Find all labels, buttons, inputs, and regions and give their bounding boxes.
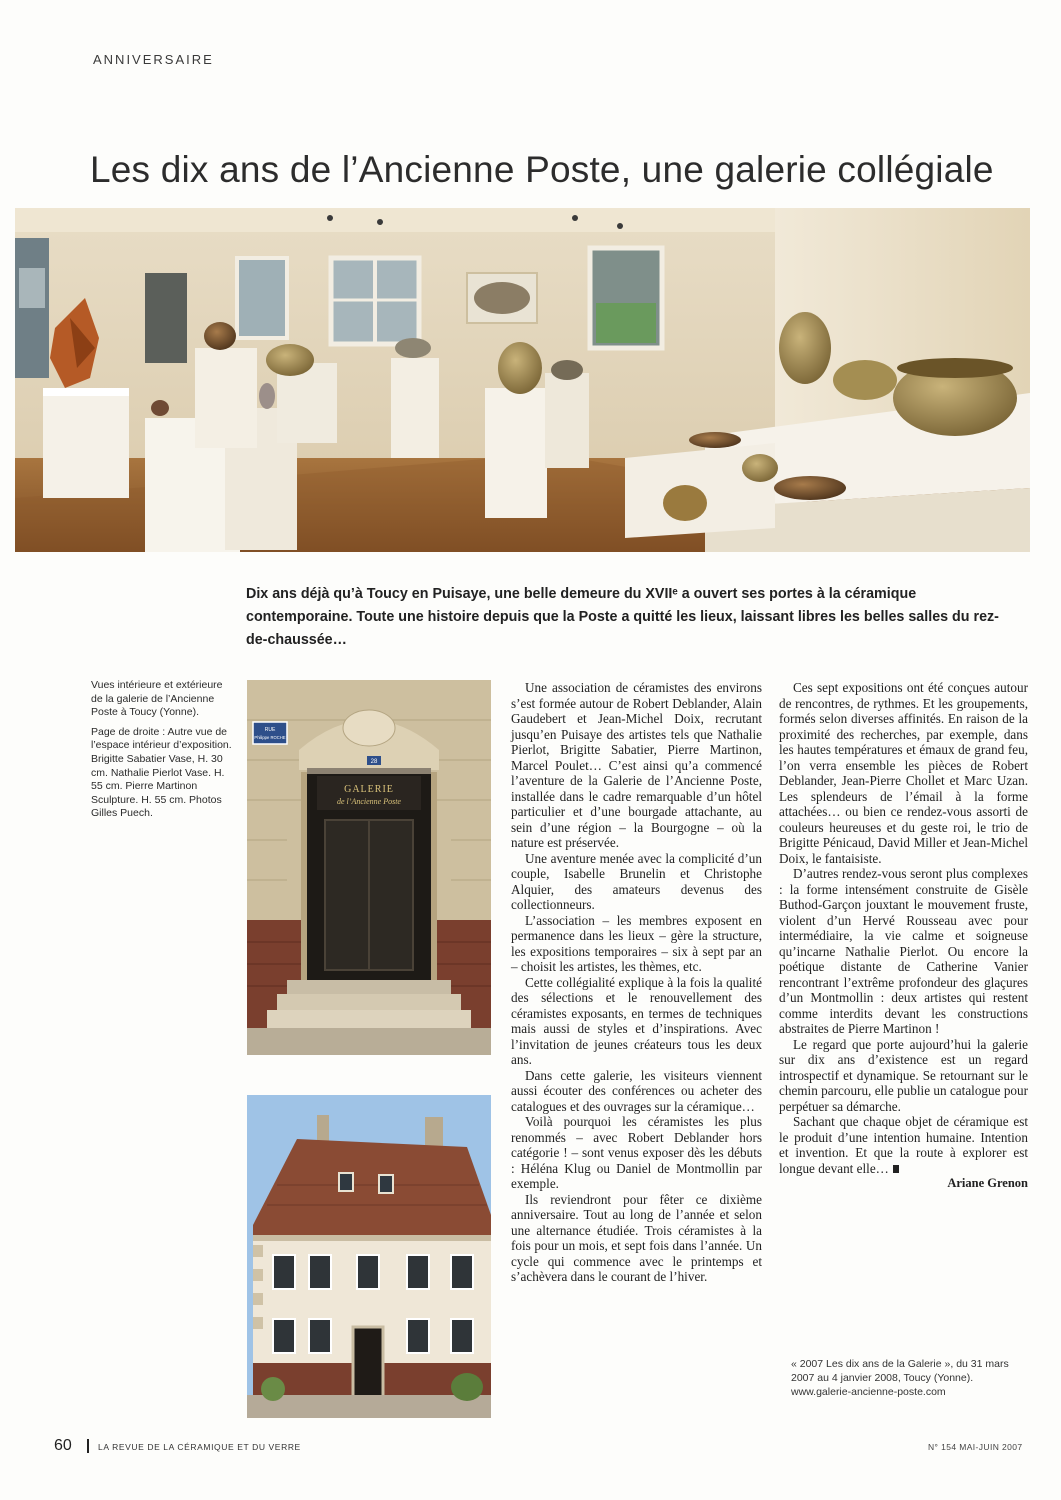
paragraph: Ces sept expositions ont été conçues autour de rencontres, de rythmes. Et les groupements, formés selon diverses affinités. En raison de la proximité des recherches, par exemple, dans les hautes températures et émaux de grand feu, l’on verra ensemble les pièces de Robert Deblander, Jean-Pierre Chollet et Marc Uzan. Les splendeurs de l’émail à la forme attachées… ou bien ce rendez-vous assorti de couleurs heureuses et du geste roi, le trio de Brigitte Pénicaud, David Miller et Jean-Michel Doix, le fantaisiste. [779, 680, 1028, 866]
end-mark-icon [893, 1165, 899, 1173]
paragraph: L’association – les membres exposent en permanence dans les lieux – gère la structure, les expositions temporaires – six à sept par an – choisit les artistes, les thèmes, etc. [511, 912, 762, 974]
caption-paragraph: Vues intérieure et extérieure de la galerie de l’Ancienne Poste à Toucy (Yonne). [91, 679, 223, 719]
street-sign-line-2: Philippe ROCHE [254, 735, 286, 740]
final-paragraph-text: Sachant que chaque objet de céramique est le produit d’une intention humaine. Intention et invention. Et que la route à explorer est longue devant elle… [779, 1114, 1028, 1176]
article-title: Les dix ans de l’Ancienne Poste, une galerie collégiale [90, 148, 994, 190]
gallery-door-photo [247, 680, 491, 1055]
door-sign-subtitle: de l’Ancienne Poste [337, 797, 401, 806]
door-sign-title: GALERIE [344, 784, 394, 795]
author-signature: Ariane Grenon [947, 1176, 1028, 1190]
paragraph: Le regard que porte aujourd’hui la galerie sur dix ans d’existence est un regard introspectif et dynamique. Se retournant sur le chemin parcouru, elle publie un catalogue pour perpétuer sa démarche. [779, 1036, 1028, 1114]
photo-caption [91, 679, 236, 827]
paragraph [779, 1114, 1028, 1176]
caption-paragraph: Page de droite : Autre vue de l’espace intérieur d’exposition. Brigitte Sabatier Vase, H. 30 cm. Nathalie Pierlot Vase. H. 55 cm. Pierre Martinon Sculpture. H. 55 cm. Photos Gilles Puech. [91, 725, 232, 820]
exhibition-info: « 2007 Les dix ans de la Galerie », du 31 mars 2007 au 4 janvier 2008, Toucy (Yonne). www.galerie-ancienne-poste.com [791, 1358, 1009, 1399]
footer-divider [87, 1439, 89, 1453]
article-lead: Dix ans déjà qu’à Toucy en Puisaye, une belle demeure du XVIIᵉ a ouvert ses portes à la céramique contemporaine. Toute une histoire depuis que la Poste a quitté les lieux, laissant libres les belles salles du rez-de-chaussée… [246, 586, 999, 648]
paragraph: Ils reviendront pour fêter ce dixième anniversaire. Tout au long de l’année et selon une alternance étudiée. Trois céramistes à la fois pour un mois, et sept fois dans l’année. Un cycle qui commence avec le printemps et s’achèvera dans le courant de l’hiver. [511, 1191, 762, 1284]
paragraph: Une aventure menée avec la complicité d’un couple, Isabelle Brunelin et Christophe Alquier, des amateurs devenus des collectionneurs. [511, 850, 762, 912]
page-number: 60 [54, 1437, 72, 1454]
paragraph: Cette collégialité explique à la fois la qualité des sélections et le renouvellement des céramistes exposants, en termes de techniques mais aussi de styles et d’inspirations. Avec l’invitation de jeunes créateurs tous les deux ans. [511, 974, 762, 1067]
house-number: 28 [370, 759, 378, 765]
paragraph: Dans cette galerie, les visiteurs viennent aussi écouter des conférences ou acheter des catalogues et des ouvrages sur la céramique… [511, 1067, 762, 1114]
article-column-1 [511, 680, 762, 1285]
section-rubric: ANNIVERSAIRE [93, 52, 214, 67]
gallery-interior-illustration [15, 208, 1030, 552]
gallery-facade-illustration [247, 1095, 491, 1418]
paragraph: Une association de céramistes des environs s’est formée autour de Robert Deblander, Alain Gaudebert et Jean-Michel Doix, recrutant jusqu’en Puisaye des artistes tels que Nathalie Pierlot, Brigitte Sabatier, Pierre Martinon, Marcel Poulet… C’est ainsi qu’a commencé l’aventure de la Galerie de l’Ancienne Poste, installée dans le cadre remarquable d’un hôtel particulier et d’une bourgade attachante, au sein d’une région – la Bourgogne – où la nature est préservée. [511, 680, 762, 850]
paragraph: D’autres rendez-vous seront plus complexes : la forme intensément construite de Gisèle Buthod-Garçon jouxtant le mouvement fruste, violent d’un Hervé Rousseau avec pour intermédiaire, la vie calme et soigneuse qu’incarne Nathalie Pierlot. Ou encore la poétique distante de Catherine Vanier rencontrant l’extrême profondeur des glaçures d’un Montmollin : deux artistes qui restent comme interdits devant les constructions abstraites de Pierre Martinon ! [779, 866, 1028, 1036]
gallery-facade-photo [247, 1095, 491, 1418]
gallery-door-illustration [247, 680, 491, 1055]
article-column-2 [779, 680, 1028, 1192]
gallery-interior-photo [15, 208, 1030, 552]
issue-info: N° 154 MAI-JUIN 2007 [928, 1442, 1023, 1452]
street-sign-line-1: RUE [264, 727, 276, 733]
paragraph: Voilà pourquoi les céramistes les plus renommés – avec Robert Deblander hors catégorie ! – sont venus exposer dès les débuts : Héléna Klug ou Daniel de Montmollin par exemple. [511, 1114, 762, 1191]
magazine-name: LA REVUE DE LA CÉRAMIQUE ET DU VERRE [98, 1442, 301, 1452]
